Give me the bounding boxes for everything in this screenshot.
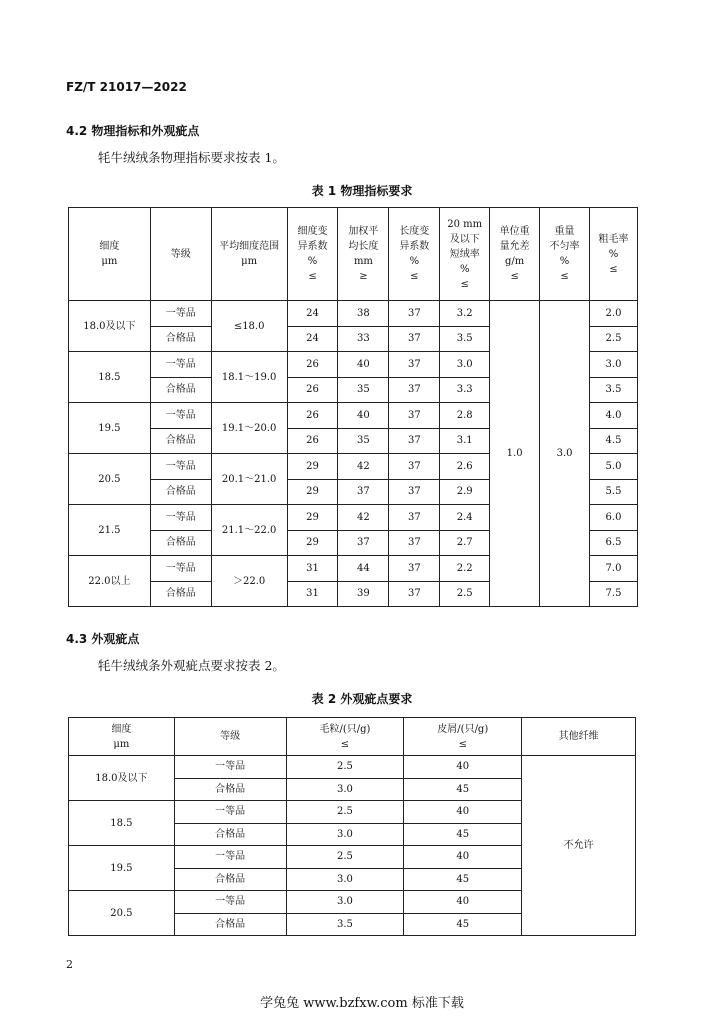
scurf-cell: 40 [404,891,522,914]
weighted-length-cell: 37 [338,530,389,556]
fineness-cv-cell: 26 [287,428,338,454]
section-4-2-paragraph: 牦牛绒绒条物理指标要求按表 1。 [98,150,285,165]
neps-cell: 3.5 [286,913,404,936]
fineness-cell: 18.5 [69,801,175,846]
short-fiber-rate-cell: 2.6 [440,454,490,480]
fineness-range-cell: ≤18.0 [211,301,287,352]
scurf-cell: 40 [404,756,522,779]
length-cv-cell: 37 [389,326,440,352]
weighted-length-cell: 42 [338,505,389,531]
fineness-cell: 18.0及以下 [69,756,175,801]
coarse-hair-rate-cell: 2.5 [590,326,638,352]
table-1-header-cell-0: 细度 μm [69,208,151,301]
grade-cell: 一等品 [150,505,211,531]
grade-cell: 合格品 [150,326,211,352]
table-2-header-cell-0: 细度 μm [69,718,175,756]
coarse-hair-rate-cell: 7.0 [590,556,638,582]
length-cv-cell: 37 [389,301,440,327]
table-1-header-cell-2: 平均细度范围 μm [211,208,287,301]
weighted-length-cell: 38 [338,301,389,327]
neps-cell: 2.5 [286,801,404,824]
grade-cell: 合格品 [150,479,211,505]
length-cv-cell: 37 [389,479,440,505]
length-cv-cell: 37 [389,377,440,403]
table-1-header-cell-8: 重量 不匀率 % ≤ [540,208,590,301]
length-cv-cell: 37 [389,556,440,582]
section-4-3-paragraph: 牦牛绒绒条外观疵点要求按表 2。 [98,658,285,673]
grade-cell: 一等品 [174,846,286,869]
table-2-caption: 表 2 外观疵点要求 [311,692,413,706]
fineness-cv-cell: 26 [287,352,338,378]
fineness-cell: 20.5 [69,454,151,505]
fineness-cv-cell: 29 [287,454,338,480]
fineness-cv-cell: 26 [287,377,338,403]
fineness-cv-cell: 29 [287,530,338,556]
fineness-cv-cell: 26 [287,403,338,429]
grade-cell: 合格品 [150,377,211,403]
grade-cell: 一等品 [150,301,211,327]
short-fiber-rate-cell: 2.9 [440,479,490,505]
coarse-hair-rate-cell: 3.0 [590,352,638,378]
weighted-length-cell: 33 [338,326,389,352]
weighted-length-cell: 44 [338,556,389,582]
table-1-header-cell-5: 长度变 异系数 % ≤ [389,208,440,301]
short-fiber-rate-cell: 3.2 [440,301,490,327]
grade-cell: 合格品 [150,581,211,607]
table-row [69,301,638,327]
coarse-hair-rate-cell: 6.5 [590,530,638,556]
fineness-cv-cell: 24 [287,301,338,327]
grade-cell: 一等品 [150,556,211,582]
short-fiber-rate-cell: 2.4 [440,505,490,531]
grade-cell: 一等品 [150,454,211,480]
fineness-range-cell: ＞22.0 [211,556,287,607]
fineness-cv-cell: 29 [287,505,338,531]
watermark-footer: 学兔兔 www.bzfxw.com 标准下载 [260,996,464,1011]
neps-cell: 3.0 [286,778,404,801]
length-cv-cell: 37 [389,454,440,480]
fineness-cell: 18.0及以下 [69,301,151,352]
coarse-hair-rate-cell: 4.0 [590,403,638,429]
scurf-cell: 45 [404,823,522,846]
neps-cell: 3.0 [286,891,404,914]
length-cv-cell: 37 [389,428,440,454]
fineness-cell: 22.0以上 [69,556,151,607]
table-2-header-cell-4: 其他纤维 [522,718,636,756]
grade-cell: 一等品 [150,352,211,378]
short-fiber-rate-cell: 2.5 [440,581,490,607]
short-fiber-rate-cell: 3.0 [440,352,490,378]
neps-cell: 3.0 [286,868,404,891]
weighted-length-cell: 35 [338,428,389,454]
scurf-cell: 45 [404,868,522,891]
scurf-cell: 40 [404,846,522,869]
unit-weight-tolerance-cell: 1.0 [490,301,540,607]
coarse-hair-rate-cell: 2.0 [590,301,638,327]
grade-cell: 合格品 [174,823,286,846]
section-4-3-heading: 4.3 外观疵点 [66,632,140,646]
table-2-header-cell-3: 皮屑/(只/g) ≤ [404,718,522,756]
weighted-length-cell: 40 [338,403,389,429]
scurf-cell: 45 [404,778,522,801]
table-2-header-row [69,718,636,756]
physical-indicators-table [68,207,638,607]
table-2-header-cell-2: 毛粒/(只/g) ≤ [286,718,404,756]
table-1-header-cell-7: 单位重 量允差 g/m ≤ [490,208,540,301]
grade-cell: 合格品 [174,868,286,891]
length-cv-cell: 37 [389,530,440,556]
coarse-hair-rate-cell: 6.0 [590,505,638,531]
short-fiber-rate-cell: 3.3 [440,377,490,403]
table-1-header-cell-6: 20 mm 及以下 短绒率 % ≤ [440,208,490,301]
table-1-header-cell-1: 等级 [150,208,211,301]
grade-cell: 一等品 [174,891,286,914]
table-row [69,756,636,779]
length-cv-cell: 37 [389,352,440,378]
length-cv-cell: 37 [389,403,440,429]
fineness-cv-cell: 31 [287,556,338,582]
short-fiber-rate-cell: 2.7 [440,530,490,556]
standard-code: FZ/T 21017—2022 [66,80,187,94]
short-fiber-rate-cell: 2.8 [440,403,490,429]
grade-cell: 一等品 [150,403,211,429]
fineness-range-cell: 21.1～22.0 [211,505,287,556]
coarse-hair-rate-cell: 3.5 [590,377,638,403]
section-4-2-heading: 4.2 物理指标和外观疵点 [66,124,200,138]
table-1-header-row [69,208,638,301]
grade-cell: 合格品 [150,530,211,556]
grade-cell: 合格品 [174,778,286,801]
coarse-hair-rate-cell: 5.0 [590,454,638,480]
fineness-cv-cell: 31 [287,581,338,607]
length-cv-cell: 37 [389,505,440,531]
table-2-header-cell-1: 等级 [174,718,286,756]
table-1-header-cell-4: 加权平 均长度 mm ≥ [338,208,389,301]
weighted-length-cell: 37 [338,479,389,505]
neps-cell: 2.5 [286,756,404,779]
weighted-length-cell: 40 [338,352,389,378]
coarse-hair-rate-cell: 5.5 [590,479,638,505]
short-fiber-rate-cell: 3.1 [440,428,490,454]
short-fiber-rate-cell: 2.2 [440,556,490,582]
coarse-hair-rate-cell: 4.5 [590,428,638,454]
fineness-range-cell: 18.1～19.0 [211,352,287,403]
weighted-length-cell: 35 [338,377,389,403]
scurf-cell: 45 [404,913,522,936]
grade-cell: 一等品 [174,801,286,824]
grade-cell: 合格品 [174,913,286,936]
weight-unevenness-cell: 3.0 [540,301,590,607]
coarse-hair-rate-cell: 7.5 [590,581,638,607]
neps-cell: 2.5 [286,846,404,869]
weighted-length-cell: 39 [338,581,389,607]
appearance-defects-table [68,717,636,936]
table-1-caption: 表 1 物理指标要求 [311,184,413,198]
fineness-cell: 19.5 [69,403,151,454]
fineness-cv-cell: 29 [287,479,338,505]
fineness-range-cell: 19.1～20.0 [211,403,287,454]
fineness-cv-cell: 24 [287,326,338,352]
table-1-header-cell-3: 细度变 异系数 % ≤ [287,208,338,301]
neps-cell: 3.0 [286,823,404,846]
weighted-length-cell: 42 [338,454,389,480]
table-1-header-cell-9: 粗毛率 % ≤ [590,208,638,301]
fineness-range-cell: 20.1～21.0 [211,454,287,505]
grade-cell: 一等品 [174,756,286,779]
fineness-cell: 18.5 [69,352,151,403]
length-cv-cell: 37 [389,581,440,607]
fineness-cell: 21.5 [69,505,151,556]
page-number: 2 [66,958,73,971]
fineness-cell: 19.5 [69,846,175,891]
short-fiber-rate-cell: 3.5 [440,326,490,352]
grade-cell: 合格品 [150,428,211,454]
other-fibers-cell: 不允许 [522,756,636,936]
fineness-cell: 20.5 [69,891,175,936]
scurf-cell: 40 [404,801,522,824]
